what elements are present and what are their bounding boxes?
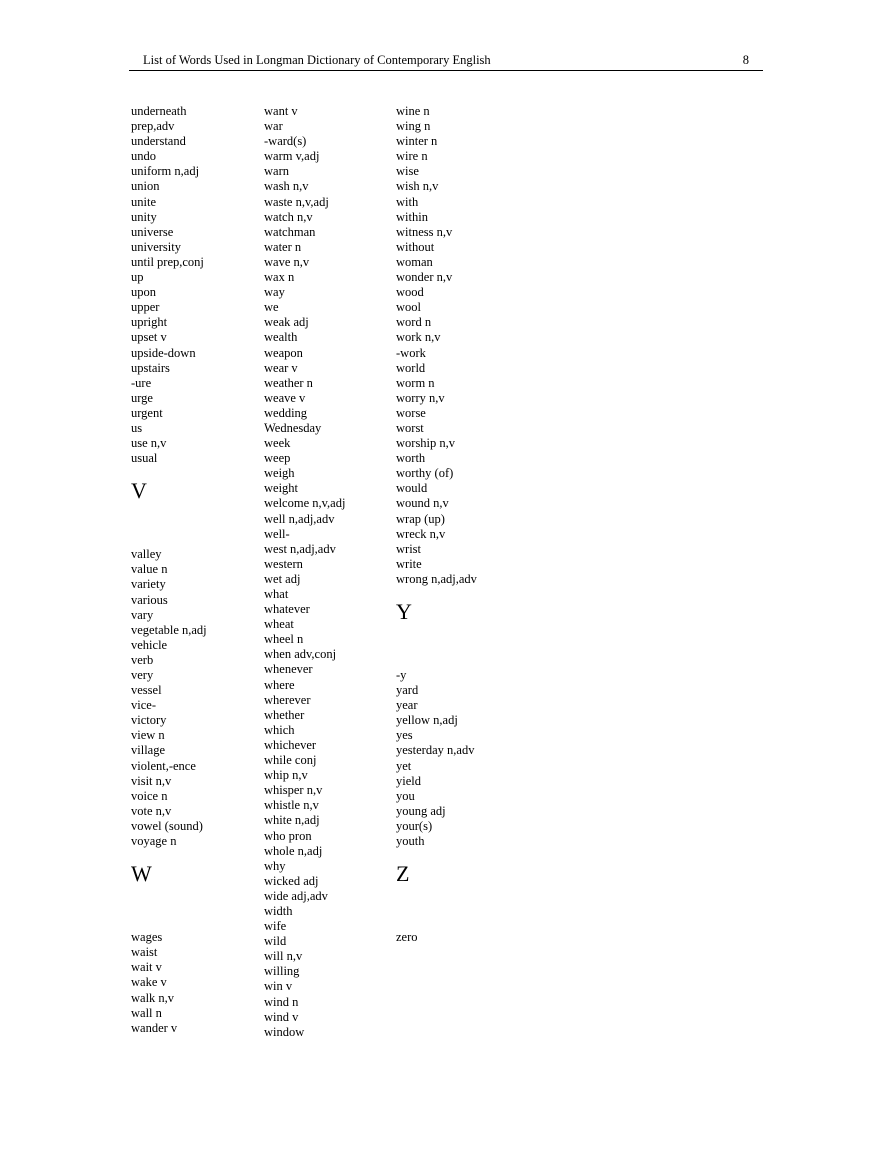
word-entry: unity xyxy=(131,209,157,224)
word-entry: -ure xyxy=(131,375,152,390)
word-entry: wet adj xyxy=(264,571,301,586)
word-entry: voice n xyxy=(131,788,168,803)
word-entry: wind n xyxy=(264,994,299,1009)
word-entry: Wednesday xyxy=(264,420,322,435)
word-entry: -ward(s) xyxy=(264,134,307,149)
word-entry: universe xyxy=(131,224,174,239)
word-entry: wall n xyxy=(131,1005,162,1020)
word-entry: wool xyxy=(396,300,421,315)
word-entry: winter n xyxy=(396,134,438,149)
word-entry: wind v xyxy=(264,1009,299,1024)
word-entry: vote n,v xyxy=(131,803,172,818)
word-entry: wish n,v xyxy=(396,179,439,194)
section-letter-heading: Y xyxy=(396,599,412,624)
word-entry: valley xyxy=(131,547,162,562)
word-entry: watch n,v xyxy=(264,209,313,224)
word-entry: variety xyxy=(131,577,166,592)
word-entry: which xyxy=(264,722,295,737)
word-entry: wild xyxy=(264,934,287,949)
word-entry: walk n,v xyxy=(131,990,175,1005)
word-entry: vessel xyxy=(131,683,162,698)
word-entry: where xyxy=(264,677,295,692)
word-entry: upstairs xyxy=(131,360,170,375)
word-entry: up xyxy=(131,270,144,285)
word-entry: west n,adj,adv xyxy=(264,541,336,556)
word-entry: wake v xyxy=(131,975,167,990)
word-entry: union xyxy=(131,179,160,194)
word-entry: various xyxy=(131,592,168,607)
word-entry: undo xyxy=(131,149,156,164)
word-entry: -y xyxy=(396,668,407,682)
word-entry: zero xyxy=(396,930,418,945)
word-column-1 xyxy=(131,104,207,1036)
word-entry: wear v xyxy=(264,360,298,375)
word-entry: wife xyxy=(264,919,287,934)
word-entry: why xyxy=(264,858,286,873)
word-entry: upright xyxy=(131,315,168,330)
word-entry: whichever xyxy=(264,737,317,752)
word-entry: wages xyxy=(131,930,163,945)
word-entry: western xyxy=(264,556,303,571)
word-entry: violent,-ence xyxy=(131,758,196,773)
word-entry: whether xyxy=(264,707,305,722)
word-entry: watchman xyxy=(264,224,316,239)
word-entry: when adv,conj xyxy=(264,647,337,662)
word-entry: vice- xyxy=(131,698,156,713)
word-entry: weather n xyxy=(264,375,313,390)
word-entry: worth xyxy=(396,451,426,466)
word-entry: yet xyxy=(396,758,412,773)
section-letter-heading: V xyxy=(131,478,147,504)
word-entry: weak adj xyxy=(264,315,309,330)
word-entry: upper xyxy=(131,300,160,315)
word-entry: village xyxy=(131,743,166,758)
word-entry: worm n xyxy=(396,375,435,390)
word-entry: with xyxy=(396,194,419,209)
word-entry: while conj xyxy=(264,753,317,768)
word-entry: write xyxy=(396,556,422,571)
word-entry: worse xyxy=(396,405,426,420)
word-entry: week xyxy=(264,436,291,451)
word-entry: wealth xyxy=(264,330,298,345)
word-entry: within xyxy=(396,209,428,224)
word-entry: usual xyxy=(131,451,158,466)
word-entry: university xyxy=(131,239,181,254)
word-entry: prep,adv xyxy=(131,119,175,134)
word-entry: what xyxy=(264,587,289,601)
word-entry: wander v xyxy=(131,1020,178,1035)
page-number: 8 xyxy=(742,53,749,67)
word-entry: width xyxy=(264,903,293,918)
word-entry: wing n xyxy=(396,119,431,134)
word-entry: welcome n,v,adj xyxy=(264,496,346,511)
word-entry: vegetable n,adj xyxy=(131,622,207,637)
word-entry: whisper n,v xyxy=(264,783,323,798)
word-entry: you xyxy=(396,788,415,803)
word-entry: urge xyxy=(131,390,153,405)
word-entry: weave v xyxy=(264,390,306,405)
word-entry: wedding xyxy=(264,405,308,420)
word-entry: wait v xyxy=(131,960,162,975)
word-entry: wax n xyxy=(264,270,295,285)
word-entry: world xyxy=(396,360,426,375)
word-entry: until prep,conj xyxy=(131,254,204,269)
word-entry: vary xyxy=(131,607,154,622)
word-entry: whistle n,v xyxy=(264,798,319,813)
word-entry: yes xyxy=(396,728,413,743)
word-entry: worry n,v xyxy=(396,390,445,405)
word-entry: us xyxy=(131,420,143,435)
word-entry: underneath xyxy=(131,104,187,118)
word-entry: water n xyxy=(264,239,302,254)
word-entry: war xyxy=(264,119,283,134)
word-entry: weight xyxy=(264,481,299,496)
word-entry: word n xyxy=(396,315,432,330)
word-entry: visit n,v xyxy=(131,773,172,788)
word-entry: upset v xyxy=(131,330,167,345)
word-entry: worst xyxy=(396,420,424,435)
word-entry: wood xyxy=(396,285,424,300)
word-entry: want v xyxy=(264,104,298,118)
word-entry: weep xyxy=(264,451,291,466)
word-entry: waist xyxy=(131,945,158,960)
word-entry: wrist xyxy=(396,541,421,556)
word-entry: young adj xyxy=(396,803,446,818)
word-entry: woman xyxy=(396,254,433,269)
word-entry: we xyxy=(264,300,279,315)
word-entry: worship n,v xyxy=(396,436,456,451)
word-entry: willing xyxy=(264,964,300,979)
word-entry: would xyxy=(396,481,428,496)
word-entry: year xyxy=(396,698,418,713)
word-entry: wreck n,v xyxy=(396,526,446,541)
word-entry: win v xyxy=(264,979,293,994)
word-entry: yesterday n,adv xyxy=(396,743,475,758)
word-entry: wire n xyxy=(396,149,428,164)
word-entry: will n,v xyxy=(264,949,303,964)
word-entry: victory xyxy=(131,713,167,728)
word-entry: upon xyxy=(131,285,156,300)
word-entry: whenever xyxy=(264,662,313,677)
word-entry: voyage n xyxy=(131,834,177,849)
word-entry: wheat xyxy=(264,617,294,632)
word-entry: wicked adj xyxy=(264,873,319,888)
word-entry: wrong n,adj,adv xyxy=(396,571,477,586)
word-entry: wide adj,adv xyxy=(264,888,328,903)
word-entry: wash n,v xyxy=(264,179,309,194)
word-entry: waste n,v,adj xyxy=(264,194,329,209)
word-entry: white n,adj xyxy=(264,813,320,828)
word-entry: well n,adj,adv xyxy=(264,511,335,526)
word-entry: wheel n xyxy=(264,632,304,647)
word-entry: well- xyxy=(264,526,290,541)
word-entry: upside-down xyxy=(131,345,196,360)
word-entry: wound n,v xyxy=(396,496,449,511)
word-entry: who pron xyxy=(264,828,312,843)
word-column-3 xyxy=(396,104,477,945)
word-entry: very xyxy=(131,668,154,682)
section-letter-heading: Z xyxy=(396,861,410,887)
word-entry: understand xyxy=(131,134,186,149)
word-entry: without xyxy=(396,239,435,254)
word-entry: whatever xyxy=(264,602,310,617)
word-entry: wave n,v xyxy=(264,254,310,269)
word-entry: yard xyxy=(396,683,419,698)
word-entry: yellow n,adj xyxy=(396,713,458,728)
word-entry: wine n xyxy=(396,104,430,118)
word-entry: weapon xyxy=(264,345,303,360)
word-entry: view n xyxy=(131,728,165,743)
word-entry: unite xyxy=(131,194,156,209)
word-entry: wherever xyxy=(264,692,311,707)
section-letter-heading: W xyxy=(131,861,152,887)
word-entry: whip n,v xyxy=(264,768,308,783)
word-entry: use n,v xyxy=(131,436,167,451)
word-entry: urgent xyxy=(131,405,163,420)
word-entry: youth xyxy=(396,834,425,849)
word-entry: whole n,adj xyxy=(264,843,323,858)
word-entry: work n,v xyxy=(396,330,441,345)
word-entry: window xyxy=(264,1024,305,1039)
word-entry: wise xyxy=(396,164,419,179)
word-entry: warn xyxy=(264,164,289,179)
document-title: List of Words Used in Longman Dictionary of Contemporary English xyxy=(143,53,491,67)
word-entry: weigh xyxy=(264,466,295,481)
word-entry: way xyxy=(264,285,285,300)
word-entry: vowel (sound) xyxy=(131,818,203,833)
page-header xyxy=(129,52,763,71)
word-entry: witness n,v xyxy=(396,224,453,239)
word-entry: warm v,adj xyxy=(264,149,320,164)
word-entry: worthy (of) xyxy=(396,466,454,481)
word-entry: uniform n,adj xyxy=(131,164,200,179)
word-column-2 xyxy=(264,104,345,1040)
word-entry: vehicle xyxy=(131,637,168,652)
word-entry: wonder n,v xyxy=(396,270,453,285)
word-entry: yield xyxy=(396,773,421,788)
word-entry: your(s) xyxy=(396,818,433,833)
word-entry: -work xyxy=(396,345,426,360)
word-entry: value n xyxy=(131,562,168,577)
word-entry: verb xyxy=(131,652,154,667)
word-entry: wrap (up) xyxy=(396,511,445,526)
